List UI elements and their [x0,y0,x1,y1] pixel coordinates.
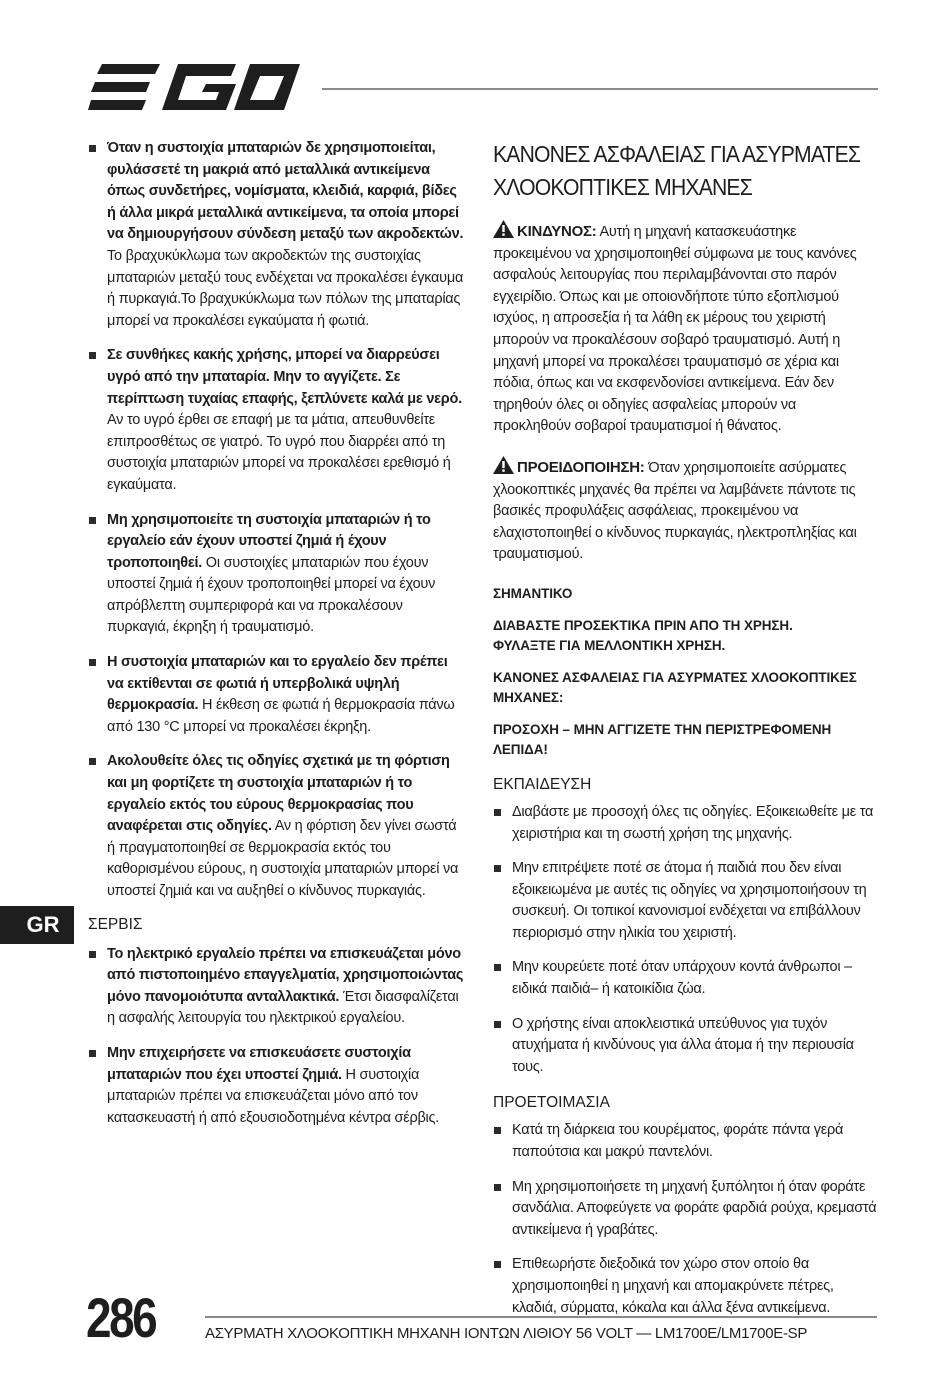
list-item: Η συστοιχία μπαταριών και το εργαλείο δεν πρέπει να εκτίθενται σε φωτιά ή υπερβολικά υψηλή θερμοκρασία. Η έκθεση σε φωτιά ή θερμοκρασία πάνω από 130 °C μπορεί να προκαλέσει έκρηξη. [88,652,466,738]
left-column [88,138,466,1142]
list-item: Μη χρησιμοποιήσετε τη μηχανή ξυπόλητοι ή όταν φοράτε σανδάλια. Αποφεύγετε να φοράτε φαρδιά ρούχα, κρεμαστά αντικείμενα ή γραβάτες. [493,1177,877,1242]
training-heading: ΕΚΠΑΙΔΕΥΣΗ [493,775,592,793]
rules-caption: ΚΑΝΟΝΕΣ ΑΣΦΑΛΕΙΑΣ ΓΙΑ ΑΣΥΡΜΑΤΕΣ ΧΛΟΟΚΟΠΤΙΚΕΣ ΜΗΧΑΝΕΣ: [493,669,857,705]
training-list [493,802,877,1079]
service-heading: ΣΕΡΒΙΣ [88,915,143,933]
preparation-list [493,1120,877,1319]
danger-notice [493,220,877,438]
language-tab: GR [0,906,74,944]
important-heading: ΣΗΜΑΝΤΙΚΟ [493,585,573,601]
list-item: Επιθεωρήστε διεξοδικά τον χώρο στον οποίο θα χρησιμοποιηθεί η μηχανή και απομακρύνετε πέτρες, κλαδιά, σύρματα, κόκαλα και άλλα ξένα αντικείμενα. [493,1254,877,1319]
list-item: Κατά τη διάρκεια του κουρέματος, φοράτε πάντα γερά παπούτσια και μακρύ παντελόνι. [493,1120,877,1163]
danger-text: Αυτή η μηχανή κατασκευάστηκε προκειμένου να χρησιμοποιηθεί σύμφωνα με τους κανόνες ασφαλούς λειτουργίας που περιλαμβάνονται στο παρόν εγχειρίδιο. Όπως και με οποιονδήποτε τύπο εξοπλισμού ισχύος, η απροσεξία ή τα λάθη εκ μέρους του χειριστή μπορούν να προκαλέσουν σοβαρό τραυματισμό. Αυτή η μηχανή μπορεί να προκαλέσει τραυματισμό σε χέρια και πόδια, όπως και να εκσφενδονίσει αντικείμενα. Εάν δεν τηρηθούν όλες οι οδηγίες ασφαλείας μπορούν να προκληθούν σοβαροί τραυματισμοί ή θάνατος. [493,224,857,435]
section-title: ΚΑΝΟΝΕΣ ΑΣΦΑΛΕΙΑΣ ΓΙΑ ΑΣΥΡΜΑΤΕΣ ΧΛΟΟΚΟΠΤΙΚΕΣ ΜΗΧΑΝΕΣ [493,141,861,200]
list-item: Σε συνθήκες κακής χρήσης, μπορεί να διαρρεύσει υγρό από την μπαταρία. Μην το αγγίζετε. Σε περίπτωση τυχαίας επαφής, ξεπλύνετε καλά με νερό. Αν το υγρό έρθει σε επαφή με τα μάτια, απευθυνθείτε επιπροσθέτως σε γιατρό. Το υγρό που διαρρέει από τη συστοιχία μπαταριών μπορεί να προκαλέσει ερεθισμό ή εγκαύματα. [88,345,466,496]
preparation-heading: ΠΡΟΕΤΟΙΜΑΣΙΑ [493,1094,610,1112]
danger-label: ΚΙΝΔΥΝΟΣ: [517,223,597,240]
footer-rule [205,1316,877,1318]
list-item: Διαβάστε με προσοχή όλες τις οδηγίες. Εξοικειωθείτε με τα χειριστήρια και τη σωστή χρήση της μηχανής. [493,802,877,845]
list-item: Όταν η συστοιχία μπαταριών δε χρησιμοποιείται, φυλάσσετέ τη μακριά από μεταλλικά αντικείμενα όπως συνδετήρες, νομίσματα, κλειδιά, καρφιά, βίδες ή άλλα μικρά μεταλλικά αντικείμενα, τα οποία μπορεί να δημιουργήσουν σύνδεση μεταξύ των ακροδεκτών. Το βραχυκύκλωμα των ακροδεκτών της συστοιχίας μπαταριών μεταξύ τους ενδέχεται να προκαλέσει έγκαυμα ή πυρκαγιά.Το βραχυκύκλωμα των πόλων της μπαταρίας μπορεί να προκαλέσει εγκαύματα ή φωτιά. [88,138,466,332]
footer-title: ΑΣΥΡΜΑΤΗ ΧΛΟΟΚΟΠΤΙΚΗ ΜΗΧΑΝΗ ΙΟΝΤΩΝ ΛΙΘΙΟΥ 56 VOLT — LM1700E/LM1700E-SP [205,1325,808,1342]
warning-notice [493,456,877,566]
list-item: Το ηλεκτρικό εργαλείο πρέπει να επισκευάζεται μόνο από πιστοποιημένο επαγγελματία, χρησιμοποιώντας μόνο πανομοιότυπα ανταλλακτικά. Έτσι διασφαλίζεται η ασφαλής λειτουργία του ηλεκτρικού εργαλείου. [88,944,466,1030]
warning-text: Όταν χρησιμοποιείτε ασύρματες χλοοκοπτικές μηχανές θα πρέπει να λαμβάνετε πάντοτε τις βασικές προφυλάξεις ασφάλειας, προκειμένου να ελαχιστοποιηθεί ο κίνδυνος πυρκαγιάς, ηλεκτροπληξίας και τραυματισμού. [493,459,857,563]
list-item: Ο χρήστης είναι αποκλειστικά υπεύθυνος για τυχόν ατυχήματα ή κινδύνους για άλλα άτομα ή την περιουσία τους. [493,1014,877,1079]
right-column [493,138,877,1332]
list-item: Ακολουθείτε όλες τις οδηγίες σχετικά με τη φόρτιση και μη φορτίζετε τη συστοιχία μπαταριών ή το εργαλείο εκτός του εύρους θερμοκρασίας που αναφέρεται στις οδηγίες. Αν η φόρτιση δεν γίνει σωστά ή πραγματοποιηθεί σε θερμοκρασία εκτός του καθορισμένου εύρους, η συστοιχία μπαταριών μπορεί να υποστεί ζημιά και να αυξηθεί ο κίνδυνος πυρκαγιάς. [88,751,466,902]
list-item: Μην επιτρέψετε ποτέ σε άτομα ή παιδιά που δεν είναι εξοικειωμένα με αυτές τις οδηγίες να χρησιμοποιήσουν τη συσκευή. Οι τοπικοί κανονισμοί ενδέχεται να επιβάλλουν περιορισμό στην ηλικία του χειριστή. [493,858,877,944]
warning-triangle-icon [493,456,514,474]
list-item: Μη χρησιμοποιείτε τη συστοιχία μπαταριών ή το εργαλείο εάν έχουν υποστεί ζημιά ή έχουν τροποποιηθεί. Οι συστοιχίες μπαταριών που έχουν υποστεί ζημιά ή έχουν τροποποιηθεί μπορεί να έχουν απρόβλεπτη συμπεριφορά και να προκαλέσουν πυρκαγιά, έκρηξη ή τραυματισμό. [88,510,466,640]
page-number: 286 [86,1286,156,1349]
warning-triangle-icon [493,220,514,238]
warning-label: ΠΡΟΕΙΔΟΠΟΙΗΣΗ: [517,458,645,476]
caution-caption: ΠΡΟΣΟΧΗ – ΜΗΝ ΑΓΓΙΖΕΤΕ ΤΗΝ ΠΕΡΙΣΤΡΕΦΟΜΕΝΗ ΛΕΠΙΔΑ! [493,721,832,757]
service-list [88,944,466,1130]
list-item: Μην επιχειρήσετε να επισκευάσετε συστοιχία μπαταριών που έχει υποστεί ζημιά. Η συστοιχία μπαταριών πρέπει να επισκευάζεται μόνο από τον κατασκευαστή ή από εξουσιοδοτημένα κέντρα σέρβις. [88,1043,466,1129]
ego-logo [88,62,300,114]
read-instructions: ΔΙΑΒΑΣΤΕ ΠΡΟΣΕΚΤΙΚΑ ΠΡΙΝ ΑΠΟ ΤΗ ΧΡΗΣΗ. ΦΥΛΑΞΤΕ ΓΙΑ ΜΕΛΛΟΝΤΙΚΗ ΧΡΗΣΗ. [493,617,793,653]
list-item: Μην κουρεύετε ποτέ όταν υπάρχουν κοντά άνθρωποι – ειδικά παιδιά– ή κατοικίδια ζώα. [493,957,877,1000]
battery-safety-list [88,138,466,903]
header-rule [322,88,878,90]
